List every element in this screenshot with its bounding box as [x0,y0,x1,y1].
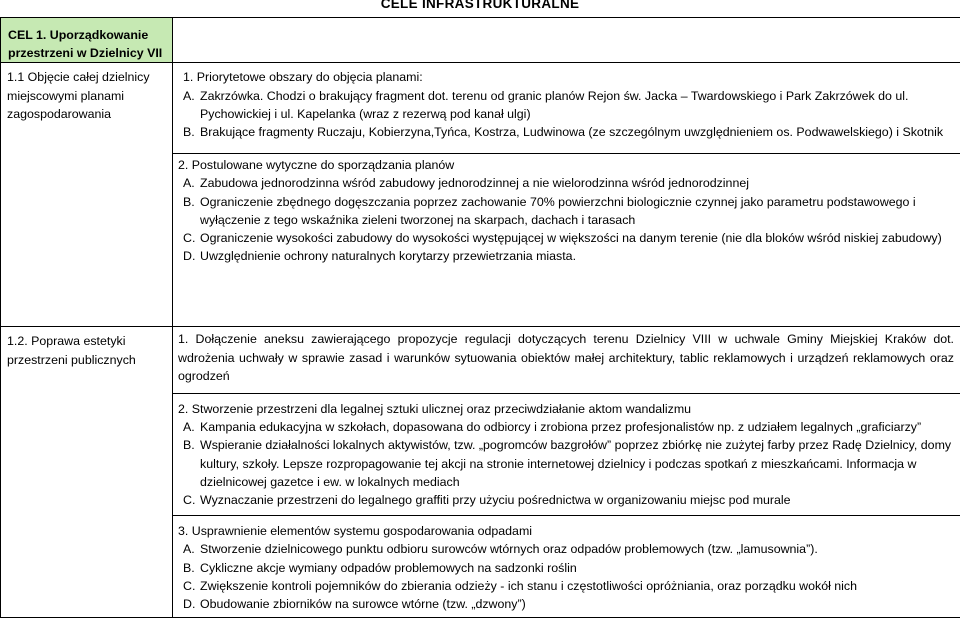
section-title: 3. Usprawnienie elementów systemu gospodarowania odpadami [178,524,533,539]
list-item: C. Ograniczenie wysokości zabudowy do wysokości występującej w większości na danym terenie (nie dla bloków wśród niskiej zabudowy) [183,231,942,246]
list-item: A. Kampania edukacyjna w szkołach, dopasowana do odbiorcy i zrobiona przez profesjonalistów np. z udziałem legalnych „graficiarzy” [183,420,922,435]
list-item: B. Ograniczenie zbędnego dogęszczania poprzez zachowanie 70% powierzchni biologicznie czynnej jako parametru podstawowego i wyłączenie z tego wskaźnika zieleni tworzonej na skarpach, dachach i tarasach [183,194,916,227]
section-title: 2. Postulowane wytyczne do sporządzania planów [178,158,455,173]
section-title: 1. Dołączenie aneksu zawierającego propozycje regulacji dotyczących terenu Dzielnicy VIII w uchwale Gminy Miejskiej Kraków dot. wdrożenia uchwały w sprawie zasad i warunków sytuowania obiektów małej architektury, tablic reklamowych i urządzeń reklamowych oraz ogrodzeń [178,332,954,383]
list-item: D. Obudowanie zbiorników na surowce wtórne (tzw. „dzwony”) [183,597,526,612]
list-item: A. Stworzenie dzielnicowego punktu odbioru surowców wtórnych oraz odpadów problemowych (tzw. „lamusownia”). [183,542,818,557]
table-row [1,327,960,618]
goal-header-empty-cell [173,18,960,63]
list-item: B. Cykliczne akcje wymiany odpadów problemowych na sadzonki roślin [183,560,577,575]
goal-header: CEL 1. Uporządkowanie przestrzeni w Dzielnicy VII [1,18,173,63]
table-row [1,63,960,327]
page-title: CELE INFRASTRUKTURALNE [380,0,580,11]
list-item: C. Wyznaczanie przestrzeni do legalnego graffiti przy użyciu pośrednictwa w organizowaniu miejsc pod murale [183,493,791,508]
list-item: A. Zabudowa jednorodzinna wśród zabudowy jednorodzinnej a nie wielorodzinna wśród jednorodzinnej [183,176,749,191]
section-title: 2. Stworzenie przestrzeni dla legalnej sztuki ulicznej oraz przeciwdziałanie aktom wandalizmu [178,402,692,417]
objective-label: 1.1 Objęcie całej dzielnicy miejscowymi planami zagospodarowania [1,63,173,327]
objective-label: 1.2. Poprawa estetyki przestrzeni publicznych [1,327,173,618]
section-title: 1. Priorytetowe obszary do objęcia planami: [183,70,423,85]
list-item: B. Wspieranie działalności lokalnych aktywistów, tzw. „pogromców bazgrołów” poprzez zbiórkę nie zużytej farby przez Radę Dzielnicy, domy kultury, szkoły. Lepsze rozpropagowanie tej akcji na stronie internetowej dzielnicy i podczas spotkań z mieszkańcami. Informacja w dzielnicowej gazetce i ew. w lokalnych mediach [183,438,952,489]
goals-table [0,17,960,618]
goal-header-row [1,18,960,63]
list-item: C. Zwiększenie kontroli pojemników do zbierania odzieży - ich stanu i częstotliwości opróżniania, oraz porządku wokół nich [183,578,858,593]
objective-content [173,327,960,618]
list-item: A. Zakrzówka. Chodzi o brakujący fragment dot. terenu od granic planów Rejon św. Jacka – Twardowskiego i Park Zakrzówek do ul. Pychowickiej i ul. Kapelanka (wraz z rezerwą pod kanał ulgi) [183,88,909,121]
objective-content [173,63,960,327]
list-item: B. Brakujące fragmenty Ruczaju, Kobierzyna,Tyńca, Kostrza, Ludwinowa (ze szczególnym uwzględnieniem os. Podwawelskiego) i Skotnik [183,125,944,140]
list-item: D. Uwzględnienie ochrony naturalnych korytarzy przewietrzania miasta. [183,249,577,264]
